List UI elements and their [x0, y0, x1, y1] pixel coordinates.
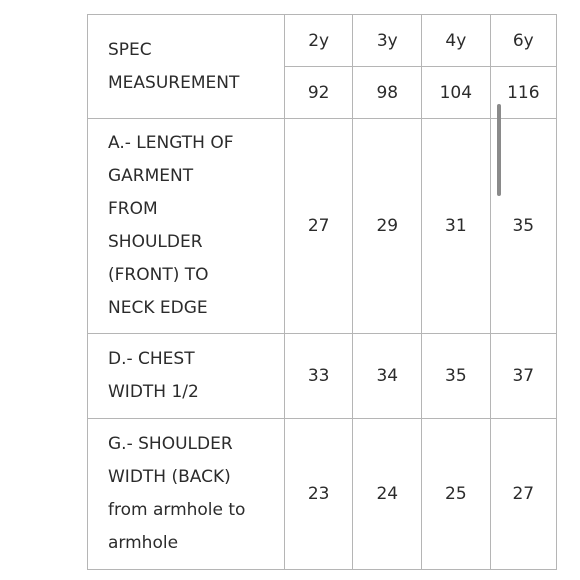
row-label	[88, 334, 285, 419]
row-label-line: from armhole to	[108, 500, 246, 520]
size-chart-table	[87, 14, 557, 570]
cell-value: 24	[353, 419, 422, 570]
cell-value: 27	[284, 119, 353, 334]
header-label-line: SPEC	[108, 39, 152, 60]
size-header-4y: 4y	[422, 15, 491, 67]
size-header-2y: 2y	[284, 15, 353, 67]
size-chart-viewport[interactable]	[87, 14, 540, 580]
table-row-shoulder-width	[88, 419, 557, 570]
row-label-line: SHOULDER	[108, 232, 203, 252]
row-label	[88, 119, 285, 334]
row-label	[88, 419, 285, 570]
row-label-line: WIDTH (BACK)	[108, 467, 231, 487]
cell-value: 35	[490, 119, 556, 334]
scrollbar-thumb[interactable]	[497, 104, 501, 196]
cell-value: 31	[422, 119, 491, 334]
size-header-6y: 6y	[490, 15, 556, 67]
spec-measurement-header	[88, 15, 285, 119]
row-label-line: WIDTH 1/2	[108, 382, 199, 402]
height-header-104: 104	[422, 67, 491, 119]
row-label-line: armhole	[108, 533, 179, 553]
row-label-line: G.- SHOULDER	[108, 434, 233, 454]
table-row-sizes	[88, 15, 557, 67]
row-label-line: A.- LENGTH OF	[108, 133, 234, 153]
height-header-98: 98	[353, 67, 422, 119]
row-label-line: GARMENT	[108, 166, 194, 186]
row-label-line: FROM	[108, 199, 158, 219]
row-label-line: D.- CHEST	[108, 349, 195, 369]
cell-value: 27	[490, 419, 556, 570]
cell-value: 23	[284, 419, 353, 570]
cell-value: 35	[422, 334, 491, 419]
row-label-line: (FRONT) TO	[108, 265, 209, 285]
cell-value: 37	[490, 334, 556, 419]
table-row-chest-width	[88, 334, 557, 419]
cell-value: 29	[353, 119, 422, 334]
header-label-line: MEASUREMENT	[108, 72, 240, 93]
height-header-116: 116	[490, 67, 556, 119]
height-header-92: 92	[284, 67, 353, 119]
cell-value: 33	[284, 334, 353, 419]
cell-value: 34	[353, 334, 422, 419]
cell-value: 25	[422, 419, 491, 570]
row-label-line: NECK EDGE	[108, 298, 208, 318]
table-row-length-of-garment	[88, 119, 557, 334]
size-header-3y: 3y	[353, 15, 422, 67]
